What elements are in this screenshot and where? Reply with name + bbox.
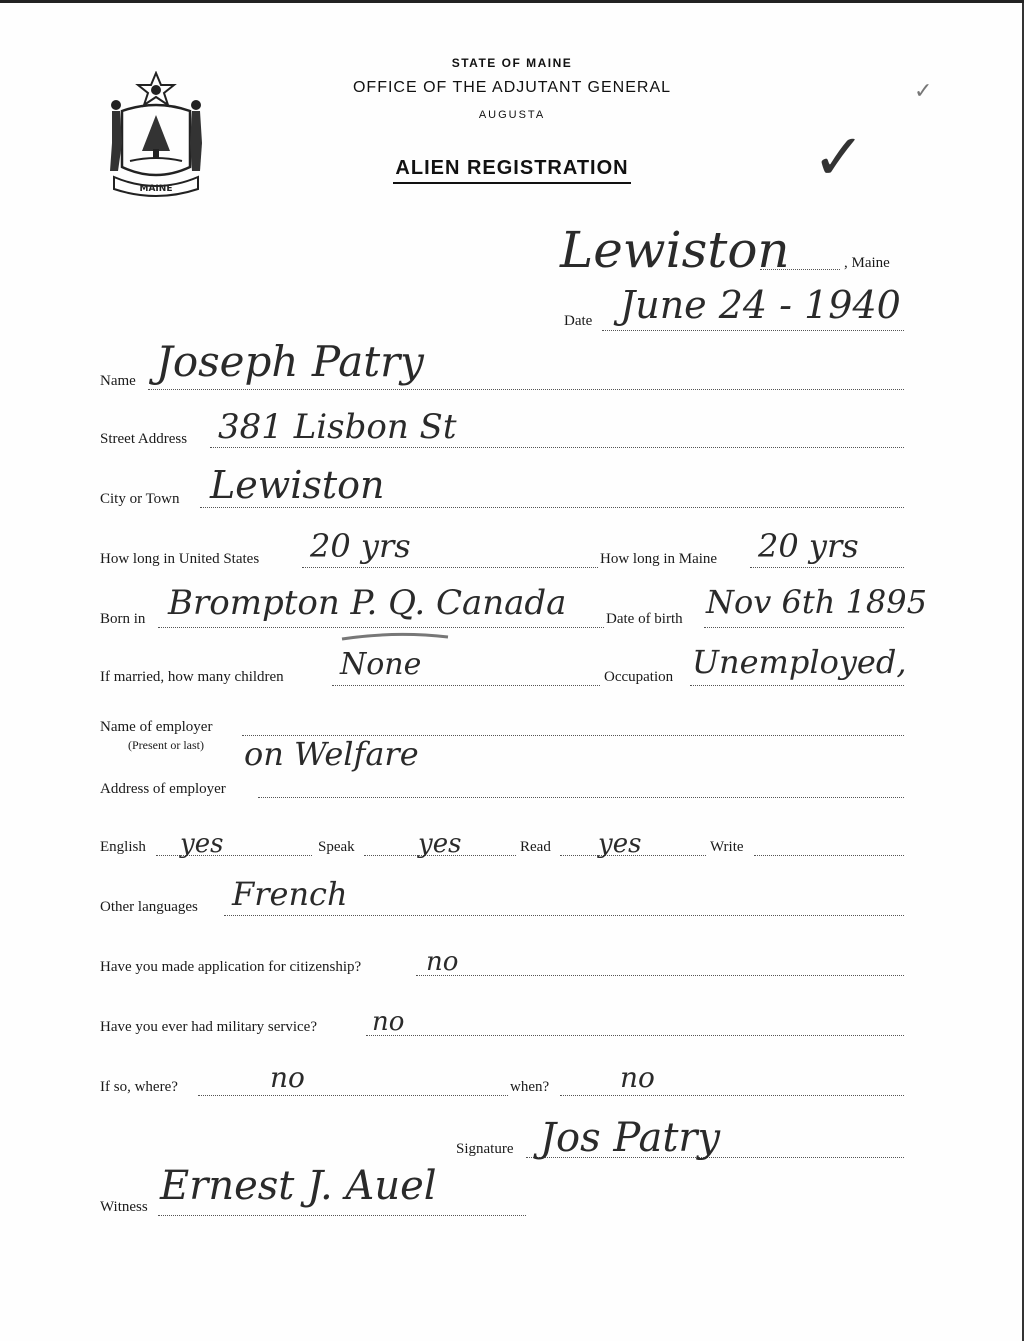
label-when: when? [510, 1079, 550, 1095]
entry-how-long-us: 20 yrs [310, 527, 411, 565]
header-city: AUGUSTA [478, 109, 546, 121]
label-name: Name [100, 373, 136, 389]
entry-citizenship: no [426, 947, 459, 977]
checkmark-small: ✓ [914, 79, 933, 104]
if-so-where-line [198, 1095, 508, 1096]
label-employer-address: Address of employer [100, 781, 226, 797]
underline-flourish-icon [340, 629, 450, 645]
entry-date-of-birth: Nov 6th 1895 [706, 583, 927, 621]
label-occupation: Occupation [604, 669, 674, 685]
label-date: Date [564, 313, 593, 329]
label-born-in: Born in [100, 611, 146, 627]
other-languages-line [224, 915, 904, 916]
entry-employer-name: on Welfare [244, 735, 419, 773]
label-employer-note: (Present or last) [128, 738, 204, 752]
how-long-us-line [302, 567, 598, 568]
witness-line [158, 1215, 526, 1216]
label-street-address: Street Address [100, 431, 188, 447]
label-how-long-us: How long in United States [100, 551, 260, 567]
label-english: English [100, 839, 146, 855]
entry-city-header: Lewiston [560, 221, 790, 279]
label-read: Read [520, 839, 551, 855]
entry-witness: Ernest J. Auel [160, 1163, 437, 1209]
label-witness: Witness [100, 1199, 148, 1215]
when-line [560, 1095, 904, 1096]
label-city-or-town: City or Town [100, 491, 180, 507]
label-military: Have you ever had military service? [100, 1019, 317, 1035]
label-date-of-birth: Date of birth [606, 611, 683, 627]
entry-english: yes [180, 829, 224, 859]
city-or-town-line [200, 507, 904, 508]
name-line [148, 389, 904, 390]
write-line [754, 855, 904, 856]
form-title [0, 157, 1024, 180]
entry-city-or-town: Lewiston [210, 463, 385, 507]
entry-occupation: Unemployed, [692, 643, 907, 681]
label-signature: Signature [456, 1141, 514, 1157]
entry-date: June 24 - 1940 [620, 283, 901, 327]
entry-name: Joseph Patry [156, 337, 424, 386]
label-other-languages: Other languages [100, 899, 198, 915]
city-header-line [760, 269, 840, 270]
employer-address-line [258, 797, 904, 798]
children-line [332, 685, 600, 686]
entry-if-so-where: no [270, 1061, 305, 1094]
label-citizenship: Have you made application for citizenship? [100, 959, 362, 975]
entry-when: no [620, 1061, 655, 1094]
date-of-birth-line [704, 627, 904, 628]
street-address-line [210, 447, 904, 448]
label-write: Write [710, 839, 744, 855]
form-title-text: ALIEN REGISTRATION [393, 157, 630, 184]
entry-how-long-maine: 20 yrs [758, 527, 859, 565]
entry-speak: yes [418, 829, 462, 859]
how-long-maine-line [750, 567, 904, 568]
entry-born-in: Brompton P. Q. Canada [168, 583, 567, 623]
label-children: If married, how many children [100, 669, 284, 685]
entry-military: no [372, 1007, 405, 1037]
label-maine-suffix: , Maine [844, 255, 890, 271]
entry-signature: Jos Patry [540, 1115, 721, 1161]
entry-other-languages: French [232, 875, 348, 913]
header-state: STATE OF MAINE [451, 56, 573, 70]
entry-read: yes [598, 829, 642, 859]
entry-children: None [340, 647, 422, 682]
military-line [366, 1035, 904, 1036]
label-if-so-where: If so, where? [100, 1079, 178, 1095]
label-how-long-maine: How long in Maine [600, 551, 718, 567]
born-in-line [158, 627, 604, 628]
occupation-line [690, 685, 904, 686]
date-line [602, 330, 904, 331]
label-speak: Speak [318, 839, 355, 855]
header-office: OFFICE OF THE ADJUTANT GENERAL [352, 79, 672, 96]
checkmark-large: ✓ [812, 121, 866, 195]
seal-ribbon-text: MAINE [139, 184, 173, 194]
entry-street-address: 381 Lisbon St [218, 407, 457, 447]
label-employer-name: Name of employer [100, 719, 213, 735]
citizenship-line [416, 975, 904, 976]
